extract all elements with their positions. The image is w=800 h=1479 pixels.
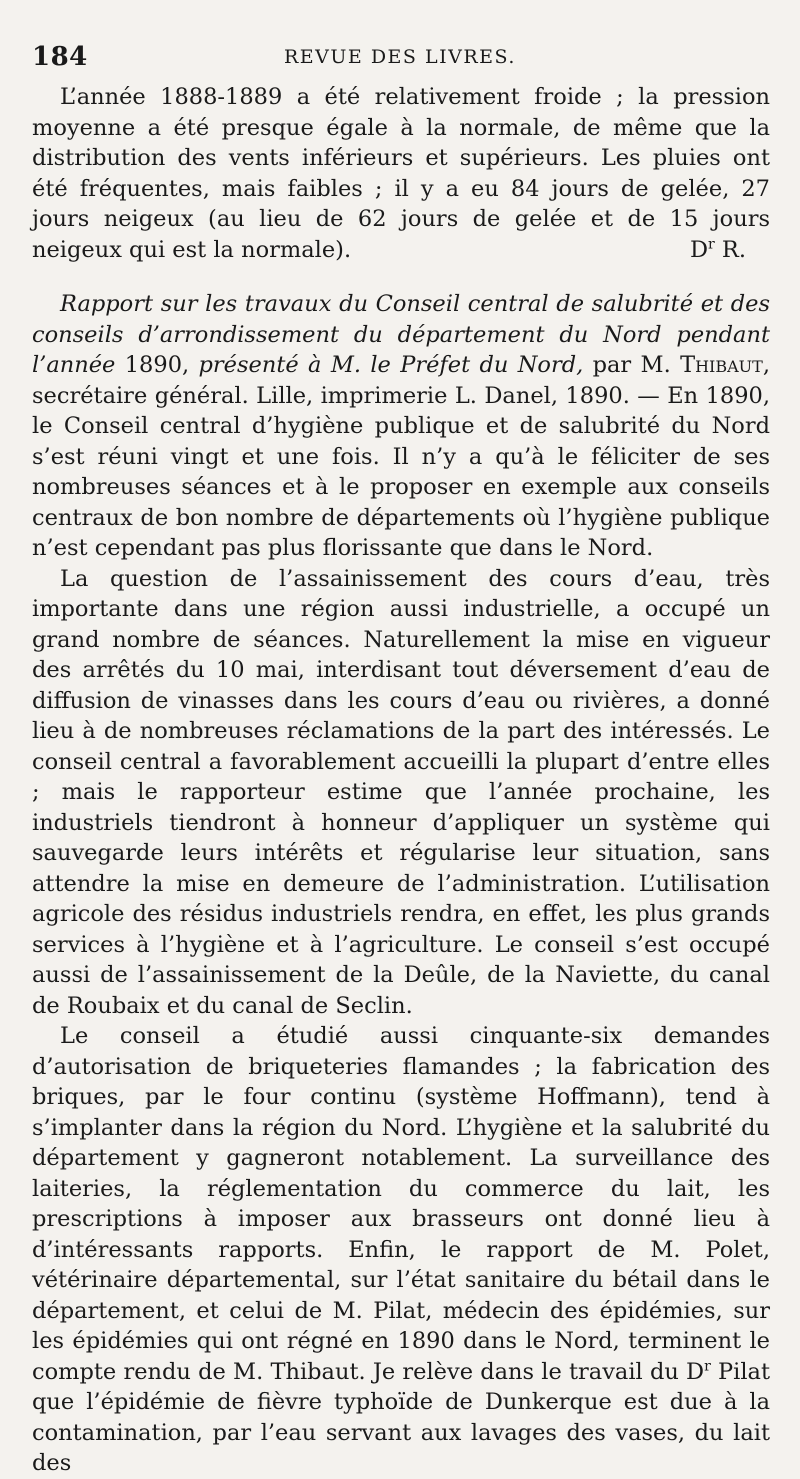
body-text (32, 82, 770, 1479)
paragraph-weather-text: L’année 1888-1889 a été relativement froide ; la pression moyenne a été presque égale à la normale, de même que la distribution des vents inférieurs et supérieurs. Les pluies ont été fréquentes, mais faibles ; il y a eu 84 jours de gelée, 27 jours neigeux (au lieu de 62 jours de gelée et de 15 jours neigeux qui est la normale). (32, 84, 770, 263)
running-header (32, 30, 770, 72)
author-signature: $D^r$ R. (690, 236, 746, 263)
paragraph-weather (32, 82, 770, 265)
paragraph-brickworks (32, 1021, 770, 1479)
paragraph-review-heading (32, 289, 770, 564)
paragraph-brickworks-text-a: Le conseil a étudié aussi cinquante-six demandes d’autorisation de briqueteries flamandes ; la fabrication des briques, par le four continu (système Hoffmann), tend à s’implanter dans la région du Nord. L’hygiène et la salubrité du département y gagneront notablement. La surveillance des laiteries, la réglementation du commerce du lait, les prescriptions à imposer aux brasseurs ont donné lieu à d’intéressants rapports. Enfin, le rapport de M. Polet, vétérinaire départemental, sur l’état sanitaire du bétail dans le département, et celui de M. Pilat, médecin des épidémies, sur les épidémies qui ont régné en 1890 dans le Nord, terminent le compte rendu de M. Thibaut. Je relève dans le travail du D (32, 1023, 770, 1385)
review-body: , secrétaire général. Lille, imprimerie L. Danel, 1890. — En 1890, le Conseil central d’hygiène publique et de salubrité du Nord s’est réuni vingt et une fois. Il n’y a qu’à le féliciter de ses nombreuses séances et à le proposer en exemple aux conseils centraux de bon nombre de départements où l’hygiène publique n’est cependant pas plus florissante que dans le Nord. (32, 352, 770, 561)
review-author: Thibaut (680, 352, 763, 378)
review-title: Rapport sur les travaux du Conseil central de salubrité et des conseils d’arrondissement du département du Nord pendant l’année (32, 291, 770, 378)
paragraph-brickworks-text-b: Pilat que l’épidémie de fièvre typhoïde de Dunkerque est due à la contamination, par l’eau servant aux lavages des vases, du lait des (32, 1358, 771, 1476)
page-number: 184 (32, 42, 88, 72)
review-year: 1890, (115, 352, 199, 378)
section-gap (32, 265, 770, 289)
superscript-r: r (704, 1358, 711, 1374)
journal-title: REVUE DES LIVRES. (284, 46, 516, 68)
paragraph-watercourses-text: La question de l’assainissement des cours d’eau, très importante dans une région aussi industrielle, a occupé un grand nombre de séances. Naturellement la mise en vigueur des arrêtés du 10 mai, interdisant tout déversement d’eau de diffusion de vinasses dans les cours d’eau ou rivières, a donné lieu à de nombreuses réclamations de la part des intéressés. Le conseil central a favorablement accueilli la plupart d’entre elles ; mais le rapporteur estime que l’année prochaine, les industriels tiendront à honneur d’appliquer un système qui sauvegarde leurs intérêts et régularise leur situation, sans attendre la mise en demeure de l’administration. L’utilisation agricole des résidus industriels rendra, en effet, les plus grands services à l’hygiène et à l’agriculture. Le conseil s’est occupé aussi de l’assainissement de la Deûle, de la Naviette, du canal de Roubaix et du canal de Seclin. (32, 565, 770, 1019)
review-presented: présenté à M. le Préfet du Nord, (198, 352, 584, 378)
review-by: par M. (583, 352, 681, 378)
paragraph-watercourses (32, 564, 770, 1022)
